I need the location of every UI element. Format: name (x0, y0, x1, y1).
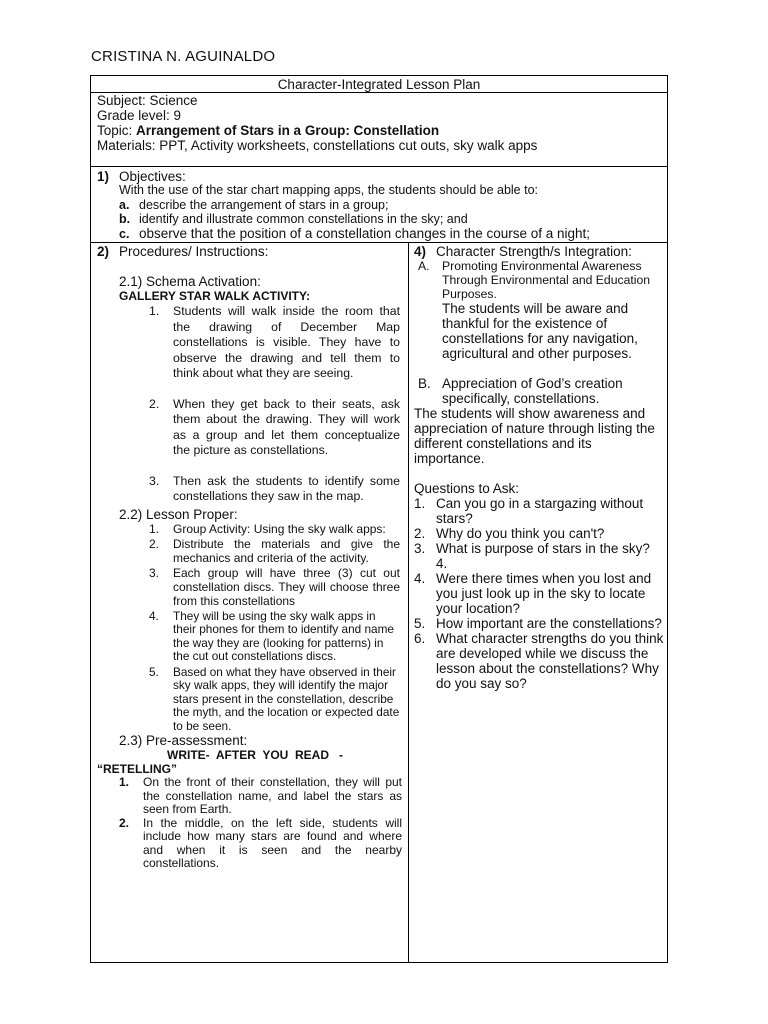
lesson-heading: 2.2) Lesson Proper: (119, 506, 238, 522)
gallery-heading: GALLERY STAR WALK ACTIVITY: (119, 289, 311, 303)
objectives-heading: Objectives: (119, 169, 186, 184)
schema-heading: 2.1) Schema Activation: (119, 274, 261, 289)
questions-list (414, 496, 664, 691)
list-item: 2. In the middle, on the left side, students will include how many stars are found and where and when it is seen and the nearby constellations. (119, 815, 402, 870)
list-item: 4. They will be using the sky walk apps in their phones for them to identify and name the way they are (looking for patterns) in the cut out constellations discs. (149, 608, 394, 663)
lesson-list (149, 522, 400, 734)
list-item: 3. Each group will have three (3) cut out constellation discs. They will choose three from this constellations (149, 565, 400, 608)
strength-b: B. Appreciation of God’s creation specifically, constellations. (418, 376, 623, 406)
table-title: Character-Integrated Lesson Plan (277, 77, 481, 92)
pre-list (119, 776, 402, 871)
header-block (97, 93, 537, 153)
write-after-read: WRITE- AFTER YOU READ - (167, 748, 343, 762)
list-item: 2. Distribute the materials and give the mechanics and criteria of the activity. (149, 536, 400, 565)
strength-a-body: The students will be aware and thankful for the existence of constellations for any navigation, agricultural and other purposes. (442, 301, 638, 361)
character-section: 4) Character Strength/s Integration: A. Promoting Environmental Awareness Through Environmental and Education Purposes. The students will be aware and thankful for the existence of constellations for any navigation, agricultural and other purposes. B. Appreciation of God’s creation specifically, constellations. The students will show awareness and appreciation of nature through listing the different constellations and its importance. Questions to Ask: 1. Can you go in a stargazing without stars? 2. Why do you think you can't? 3. What is purpose of stars in the sky? 4. 4. Were there times when you lost and you just look up in the sky to locate your location? 5. How important are the constellations? 6. What character strengths do you think are developed while we discuss the lesson about the constellations? Why do you say so? (414, 244, 664, 691)
list-item: 5. How important are the constellations? (414, 616, 662, 631)
column-divider (408, 242, 409, 962)
topic-value: Arrangement of Stars in a Group: Constellation (136, 123, 440, 138)
strength-a: A. Promoting Environmental Awareness Through Environmental and Education Purposes. (418, 259, 650, 301)
pre-assessment-heading: 2.3) Pre-assessment: (119, 733, 248, 748)
list-item: 4. Were there times when you lost and you just look up in the sky to locate your location? (414, 571, 652, 616)
author-name: CRISTINA N. AGUINALDO (91, 48, 276, 65)
objective-item: b. identify and illustrate common constellations in the sky; and (119, 211, 468, 226)
lesson-plan-table (90, 75, 668, 963)
character-heading: Character Strength/s Integration: (436, 244, 632, 259)
list-item: 1. On the front of their constellation, they will put the constellation name, and label the stars as seen from Earth. (119, 775, 402, 816)
list-item: 1. Students will walk inside the room that the drawing of December Map constellations is visible. They have to observe the drawing and tell them to think about what they are seeing. (149, 304, 400, 380)
procedures-heading: Procedures/ Instructions: (119, 244, 269, 259)
list-item: 3. What is purpose of stars in the sky? 4. (414, 541, 650, 571)
list-item: 1. Group Activity: Using the sky walk apps: (149, 521, 386, 536)
divider (91, 242, 667, 243)
objective-item: c. observe that the position of a constellation changes in the course of a night; (119, 225, 591, 241)
strength-b-body: The students will show awareness and appreciation of nature through listing the different constellations and its importance. (414, 406, 655, 466)
objectives-section: 1) Objectives: With the use of the star chart mapping apps, the students should be able to: a. describe the arrangement of stars in a group; b. identify and illustrate common constellations in the sky; and c. observe that the position of a constellation changes in the course of a night; (97, 169, 657, 242)
procedures-section: 2) Procedures/ Instructions: 2.1) Schema Activation: GALLERY STAR WALK ACTIVITY: 1. Students will walk inside the room that the drawing of December Map constellations is visible. They have to observe the drawing and tell them to think about what they are seeing. 2. When they get back to their seats, ask them about the drawing. They will work as a group and let them conceptualize the picture as constellations. 3. Then ask the students to identify some constellations they saw in the map. 2.2) Lesson Proper: 1. Group Activity: Using the sky walk apps: 2. Distribute the materials and give the mechanics and criteria of the activity. 3. Each group will have three (3) cut out constellation discs. They will choose three from this constellations 4. They will be using the sky walk apps in their phones for them to identify and name the way they are (looking for patterns) in the cut out constellations discs. 5. Based on what they have observed in their sky walk apps, they will identify the major stars present in the constellation, describe the myth, and the location or expected date to be seen. 2.3) Pre-assessment: WRITE- AFTER YOU READ - “RETELLING” 1. On the front of their constellation, they will put the constellation name, and label the stars as seen from Earth. 2. In the middle, on the left side, students will include how many stars are found and where and when it is seen and the nearby constellations. (97, 244, 402, 870)
topic-line: Topic: Arrangement of Stars in a Group: Constellation (97, 123, 440, 138)
divider (91, 166, 667, 167)
subject-line: Subject: Science (97, 93, 198, 108)
objectives-intro: With the use of the star chart mapping apps, the students should be able to: (119, 183, 539, 197)
list-item: 2. When they get back to their seats, ask them about the drawing. They will work as a group and let them conceptualize the picture as constellations. (149, 396, 400, 457)
grade-line: Grade level: 9 (97, 108, 182, 123)
retelling-label: “RETELLING” (97, 762, 177, 776)
gallery-list (149, 304, 400, 505)
list-item: 1. Can you go in a stargazing without stars? (414, 496, 644, 526)
list-item: 3. Then ask the students to identify some constellations they saw in the map. (149, 473, 400, 503)
list-item: 5. Based on what they have observed in their sky walk apps, they will identify the major stars present in the constellation, describe the myth, and the location or expected date to be seen. (149, 664, 400, 733)
objective-item: a. describe the arrangement of stars in a group; (119, 197, 389, 212)
list-item: 2. Why do you think you can't? (414, 526, 605, 541)
questions-heading: Questions to Ask: (414, 481, 520, 496)
materials-line: Materials: PPT, Activity worksheets, constellations cut outs, sky walk apps (97, 138, 538, 153)
list-item: 6. What character strengths do you think are developed while we discuss the lesson about the constellations? Why do you say so? (414, 631, 664, 691)
